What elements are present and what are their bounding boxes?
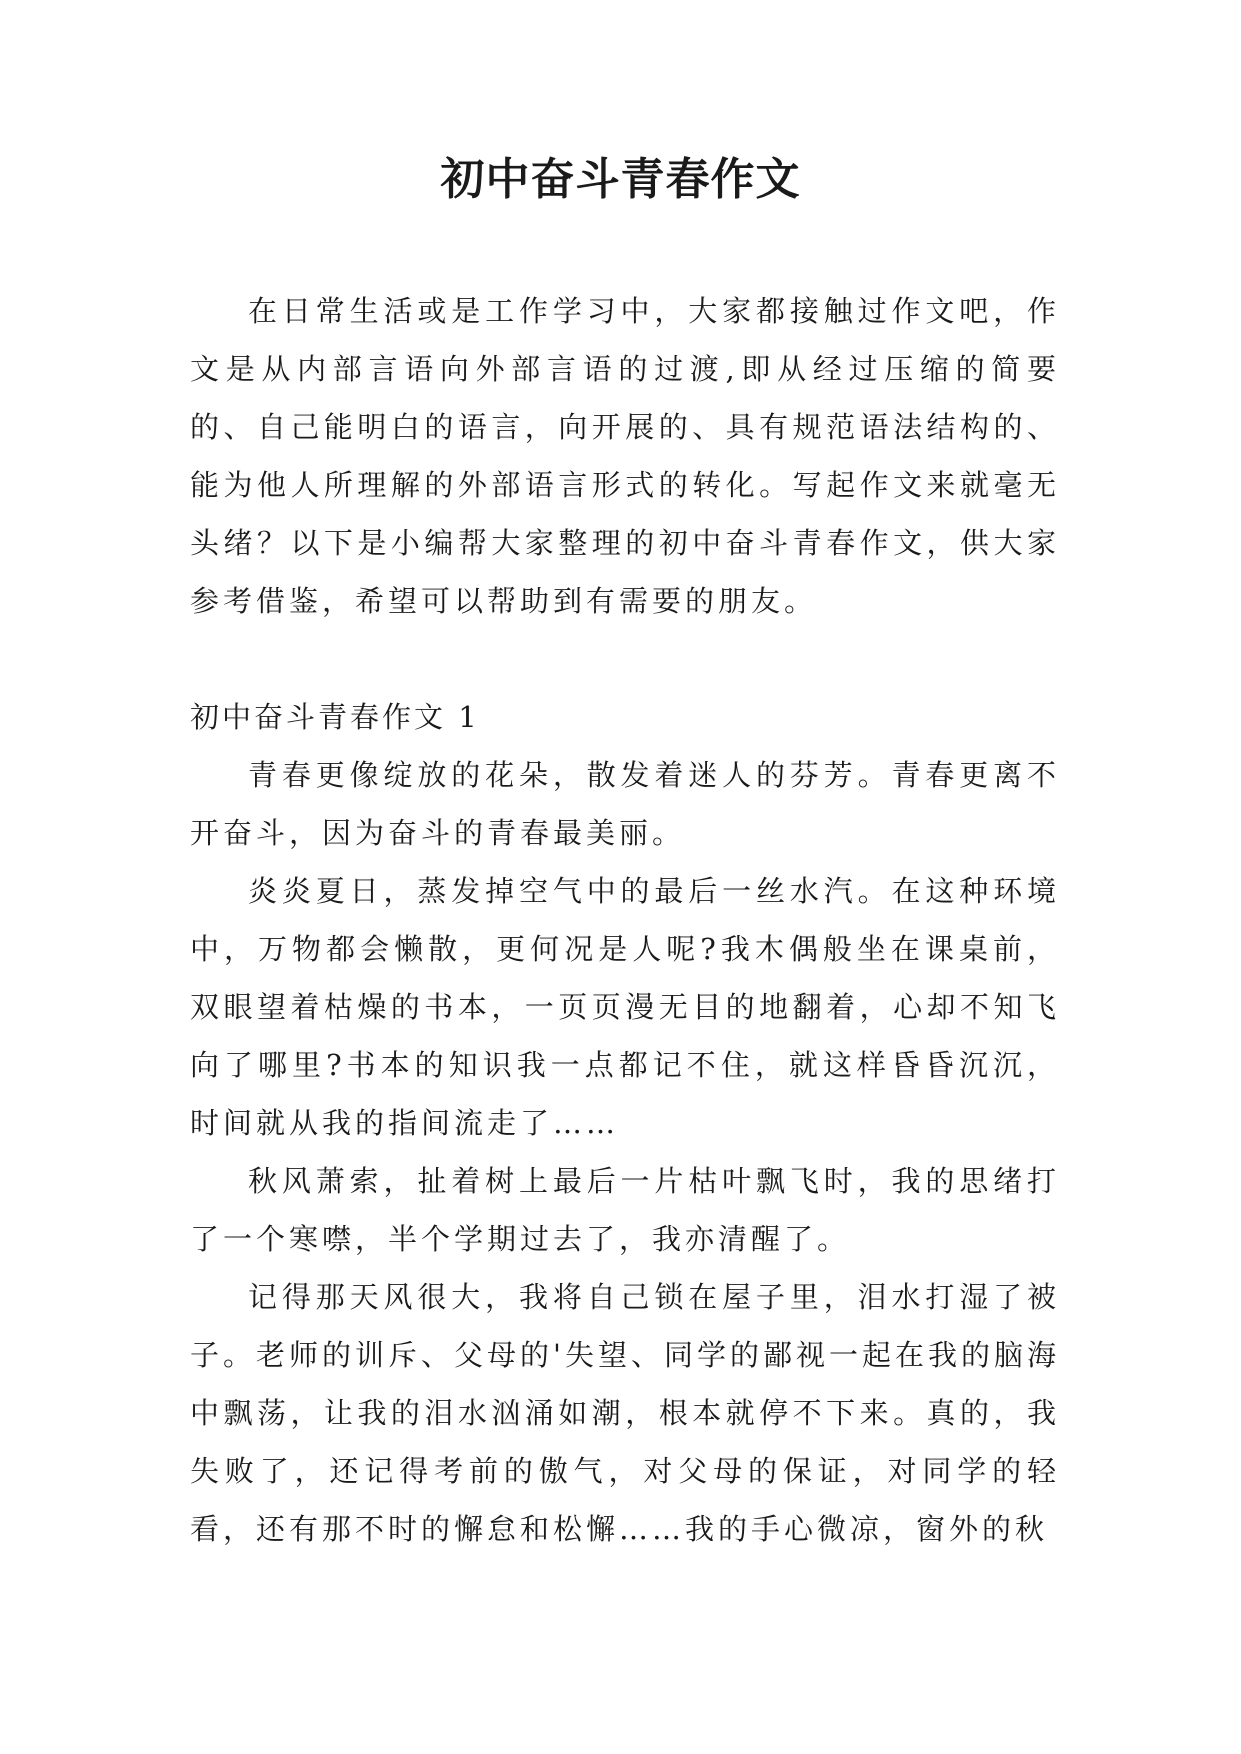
body-paragraph: 青春更像绽放的花朵，散发着迷人的芬芳。青春更离不开奋斗，因为奋斗的青春最美丽。	[190, 758, 1060, 850]
intro-paragraph: 在日常生活或是工作学习中，大家都接触过作文吧，作文是从内部言语向外部言语的过渡,即从经过压缩的简要的、自己能明白的语言，向开展的、具有规范语法结构的、能为他人所理解的外部语言形式的转化。写起作文来就毫无头绪？以下是小编帮大家整理的初中奋斗青春作文，供大家参考借鉴，希望可以帮助到有需要的朋友。	[190, 294, 1060, 618]
section-heading: 初中奋斗青春作文 1	[190, 700, 480, 734]
document-title: 初中奋斗青春作文	[440, 154, 801, 205]
body-paragraph: 秋风萧索，扯着树上最后一片枯叶飘飞时，我的思绪打了一个寒噤，半个学期过去了，我亦清醒了。	[190, 1164, 1060, 1256]
document-body	[190, 282, 1060, 1558]
body-paragraph: 记得那天风很大，我将自己锁在屋子里，泪水打湿了被子。老师的训斥、父母的'失望、同学的鄙视一起在我的脑海中飘荡，让我的泪水汹涌如潮，根本就停不下来。真的，我失败了，还记得考前的傲气，对父母的保证，对同学的轻看，还有那不时的懈怠和松懈……我的手心微凉，窗外的秋	[190, 1280, 1060, 1546]
body-paragraph: 炎炎夏日，蒸发掉空气中的最后一丝水汽。在这种环境中，万物都会懒散，更何况是人呢?我木偶般坐在课桌前，双眼望着枯燥的书本，一页页漫无目的地翻着，心却不知飞向了哪里?书本的知识我一点都记不住，就这样昏昏沉沉，时间就从我的指间流走了……	[190, 874, 1060, 1140]
